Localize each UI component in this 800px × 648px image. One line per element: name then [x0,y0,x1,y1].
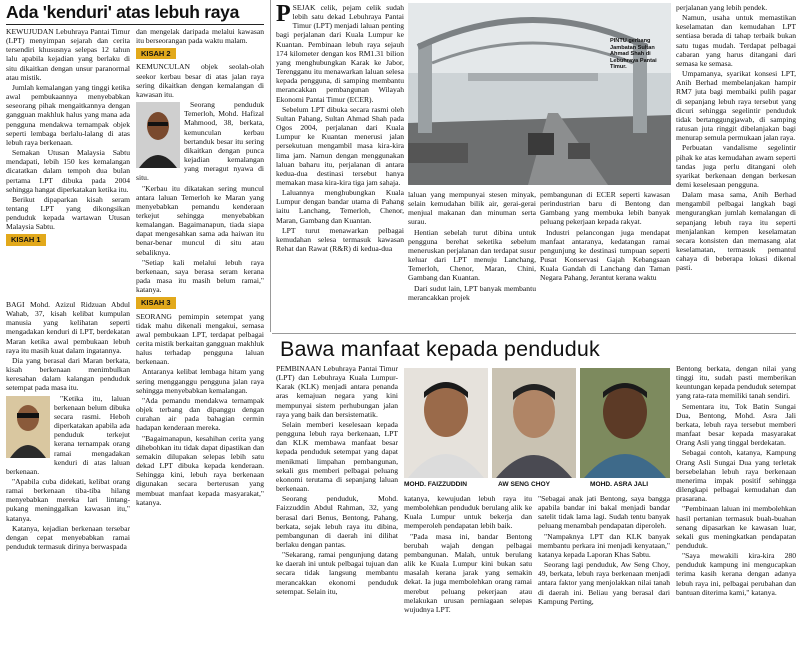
paragraph: Namun, usaha untuk memastikan keselamatan dan kemudahan LPT sentiasa berada di tahap terbaik bukan satu tugas mudah. Terdapat pelbagai cabaran yang harus ditangani dari semasa ke semasa. [676,13,796,68]
top-col-3 [276,3,404,329]
bridge-gate-icon [408,3,671,185]
paragraph: "Pada masa ini, bandar Bentong berubah wajah dengan pelbagai pembangunan. Malah, untuk berulang alik ke Kuala Lumpur kini bukan satu masalah kerana jarak yang semakin dekat. Ia juga membolehkan orang ramai merebut peluang pekerjaan atau melakukan urusan perniagaan selepas wujudnya LPT. [404,531,532,614]
kisah-3-label: KISAH 3 [136,297,176,308]
paragraph: "Sekarang, ramai pengunjung datang ke daerah ini untuk pelbagai tujuan dan secara tidak langsung membantu merancakkan ekonomi penduduk setempat. Selain itu, [276,550,398,596]
bottom-col-1 [276,364,398,646]
photo-hafizal [136,102,180,168]
paragraph: Seorang penduduk, Mohd. Faizzuddin Abdul Rahman, 32, yang berasal dari Benus, Bentong, Pahang, berkata, sejak lebuh raya itu dibina, pembangunan di daerah ini dilihat berlaku dengan pantas. [276,494,398,549]
paragraph: Dari sudut lain, LPT banyak membantu merancakkan projek [408,283,536,302]
paragraph: KEMUNCULAN objek seolah-olah seekor kerbau besar di atas jalan raya sering dikaitkan dengan kemalangan di kawasan itu. [136,62,264,99]
paragraph: Berikut dipaparkan kisah seram tentang LPT yang dikongsikan penduduk kepada wartawan Utusan Malaysia Sabtu. [6,194,130,232]
photo-faizzuddin [404,368,488,478]
top-col-5 [540,190,670,330]
paragraph: Bentong berkata, dengan nilai yang tinggi itu, sudah pasti memberikan keuntungan kepada penduduk setempat yang rata-rata memiliki tanah sendiri. [676,364,796,401]
portrait-icon [6,396,50,458]
portrait-icon [404,368,488,478]
paragraph: Katanya, kejadian berkenaan tersebar dengan cepat menyebabkan ramai penduduk termasuk dirinya berwaspada [6,523,130,552]
highway-bridge-photo [408,3,671,185]
paragraph: Selain memberi keselesaan kepada pengguna lebuh raya berkenaan, LPT dan KLK membawa manfaat besar kepada penduduk setempat yang dapat menikmati limpahan pembangunan, sekali gus memberi pelbagai peluang ekonomi terutama di sepanjang laluan berkenaan. [276,419,398,494]
paragraph: laluan yang mempunyai stesen minyak, selain kemudahan bilik air, gerai-gerai menjual makanan dan minuman serta surau. [408,190,536,227]
paragraph: PEMBINAAN Lebuhraya Pantai Timur (LPT) dan Lebuhraya Kuala Lumpur-Karak (KLK) menjadi antara penanda aras kemajuan negara yang kini mempunyai sistem perhubungan jalan raya yang baik dan bersistematik. [276,364,398,419]
paragraph: "Pembinaan laluan ini membolehkan hasil pertanian termasuk buah-buahan senang dipasarkan ke kawasan luar, sekali gus meningkatkan pendapatan penduduk. [676,504,796,550]
portrait-icon [580,368,670,478]
top-headline: Ada 'kenduri' atas lebuh raya [6,2,240,22]
paragraph: katanya, kewujudan lebuh raya itu membolehkan penduduk berulang alik ke Kuala Lumpur untuk bekerja dan memperoleh pendapatan lebih baik. [404,494,532,531]
bottom-headline: Bawa manfaat kepada penduduk [280,337,600,361]
paragraph: perjalanan yang lebih pendek. [676,3,768,12]
paragraph: Perbuatan vandalisme segelintir pihak ke atas kemudahan awam seperti tandas juga perlu ditangani oleh syarikat berkenaan dengan berkesan demi keselesaan pengguna. [676,143,796,189]
top-col-1 [6,27,130,292]
top-col-2 [136,27,264,646]
paragraph: "Ketika itu, laluan berkenaan belum dibuka secara rasmi. Heboh diperkatakan apabila ada penduduk terkejut kerana ternampak orang ramai mengadakan kenduri di atas laluan berkenaan. [6,393,130,476]
paragraph: "Nampaknya LPT dan KLK banyak membantu perkara ini menjadi kenyataan," katanya kepada Laporan Khas Sabtu. [538,531,670,559]
paragraph: Dia yang berasal dari Maran berkata, kisah berkenaan menimbulkan keresahan dalam kalangan penduduk setempat pada masa itu. [6,355,130,393]
bottom-col-4 [676,364,796,646]
paragraph: Antaranya kelibat lembaga hitam yang sering mengganggu pengguna jalan raya sehingga menyebabkan kemalangan. [136,367,264,395]
paragraph: Sebagai contoh, katanya, Kampung Orang Asli Sungai Dua yang terletak bersebelahan lebuh raya berkenaan menerima impak positif sehingga dilengkapi pelbagai kemudahan dan prasarana. [676,448,796,504]
section-divider [272,333,796,334]
paragraph: Sebelum LPT dibuka secara rasmi oleh Sultan Pahang, Sultan Ahmad Shah pada Ogos 2004, perjalanan dari Kuala Lumpur ke Kuantan menerusi jalan persekutuan mengambil masa kira-kira lima jam. Namun dengan menggunakan laluan baharu itu, perjalanan di antara kedua-dua destinasi tersebut hanya memakan masa kira-kira tiga jam sahaja. [276,104,404,187]
photo-asra-jali [580,368,670,478]
kisah-2-label: KISAH 2 [136,48,176,59]
kisah-1-label: KISAH 1 [6,234,46,245]
kisah-1-body [6,300,130,646]
caption-faizzuddin: MOHD. FAIZZUDDIN [404,481,468,488]
paragraph: BAGI Mohd. Azizul Ridzuan Abdul Wahab, 37, kisah kelibat kumpulan manusia yang kelihatan seperti mengadakan kenduri di LPT, berdekatan Maran ketika awal pembukaan lebuh raya itu masih kuat dalam ingatannya. [6,300,130,355]
paragraph: pembangunan di ECER seperti kawasan perindustrian baru di Bentong dan Gambang yang membuka lebih banyak peluang pekerjaan kepada rakyat. [540,190,670,227]
paragraph: Jumlah kemalangan yang tinggi ketika awal pembukaannya menyebabkan seseorang pihak mengaitkannya dengan gangguan makhluk halus yang mana ada pengguna mendakwa ternampak objek seperti lembaga berlalu-lalang di atas lebuh raya berkenaan. [6,82,130,147]
portrait-icon [136,102,180,168]
paragraph-text: SEJAK celik, pejam celik sudah lebih satu dekad Lebuhraya Pantai Timur (LPT) menjadi laluan penting bagi perjalanan dari Kuala Lumpur ke Kuantan. Pembinaan lebuh raya sejauh 174 kilometer dengan kos RM1.31 bilion yang menghubungkan Karak ke Jabor, Terengganu itu menawarkan laluan selesa kepada pengguna, di samping membantu merancakkan pembangunan Wilayah Ekonomi Pantai Timur (ECER). [276,3,404,104]
paragraph: "Bagaimanapun, kesahihan cerita yang dihebohkan itu tidak dapat dipastikan dan semakin dilupakan selepas lebih satu dekad LPT dibuka kepada kenderaan. Sehingga kini, lebuh raya berkenaan digunakan secara berterusan yang membuat manfaat kepada masyarakat," katanya. [136,433,264,507]
paragraph: "Kerbau itu dikatakan sering muncul antara laluan Temerloh ke Maran yang menyebabkan pemandu kenderaan terkejut sehingga menyebabkan kemalangan. Bagaimanapun, tiada siapa dapat mengesahkan sama ada haiwan itu benar-benar muncul di situ atau sebaliknya. [136,183,264,257]
paragraph: Dalam masa sama, Anih Berhad mengambil pelbagai langkah bagi mengurangkan jumlah kemalangan di sepanjang lebuh raya itu seperti menjalankan kempen keselamatan secara konsisten dan memasang alat keselamatan, termasuk pemantul cahaya di beberapa lokasi dikenal pasti. [676,190,796,273]
photo-aw-seng-choy [492,368,576,478]
paragraph: "Apabila cuba didekati, kelibat orang ramai berkenaan tiba-tiba hilang menyebabkan mereka lari lintang-pukang meninggalkan kawasan itu," katanya. [6,476,130,523]
paragraph: Seorang lagi penduduk, Aw Seng Choy, 49, berkata, lebuh raya berkenaan menjadi antara faktor yang menjolakkan nilai tanah di daerah ini. Beliau yang berasal dari Kampung Perting, [538,560,670,606]
paragraph: "Sebagai anak jati Bentong, saya bangga apabila bandar ini bakal menjadi bandar satelit tidak lama lagi. Sudah tentu banyak peluang menambah pendapatan diperoleh. [538,494,670,531]
paragraph: Sementara itu, Tok Batin Sungai Dua, Bentong, Mohd. Asra Jali berkata, lebuh raya tersebut memberi manfaat besar kepada masyarakat Orang Asli yang tinggal berdekatan. [676,401,796,448]
portrait-icon [492,368,576,478]
top-col-4 [408,190,536,330]
top-col-6 [676,3,796,329]
paragraph: "Saya mewakili kira-kira 280 penduduk kampung ini mengucapkan terima kasih kerana dengan adanya lebuh raya ini, pelbagai perubahan dan bantuan diterima kami," katanya. [676,551,796,597]
photo-caption: PINTU gerbang Jambatan Sultan Ahmad Shah di Lebuhraya Pantai Timur. [610,38,657,70]
paragraph: Semakan Utusan Malaysia Sabtu mendapati, lebih 150 kes kemalangan dicatatkan dalam tempoh dua bulan pertama LPT dibuka pada 2004 sehingga hangat diperkatakan ketika itu. [6,148,130,194]
paragraph [276,3,404,104]
paragraph: Umpamanya, syarikat konsesi LPT, Anih Berhad membelanjakan hampir RM7 juta bagi membaiki pulih pagar di sepanjang lebuh raya tersebut yang dicuri sehingga segelintir penduduk tidak bertanggungjawab, di samping ratusan juta ringgit dibelanjakan bagi menurap semula permukaan jalan raya. [676,69,796,143]
drop-cap: P [276,3,291,27]
paragraph: LPT turut menawarkan pelbagai kemudahan selesa termasuk kawasan Rehat dan Rawat (R&R) di kedua-dua [276,225,404,254]
bottom-col-2 [404,494,532,646]
column-divider [270,0,271,332]
headline-rule [6,24,264,25]
paragraph: KEWUJUDAN Lebuhraya Pantai Timur (LPT) menyimpan sejarah dan cerita tersendiri khususnya selepas 12 tahun lalu apabila kejadian yang berlaku di situ dikaitkan dengan unsur paranormal atau mistik. [6,27,130,82]
photo-azizul [6,396,50,458]
paragraph: "Setiap kali melalui lebuh raya berkenaan, saya berasa seram kerana pada masa itu masih belum ramai," katanya. [136,257,264,295]
paragraph: dan mengelak daripada melalui kawasan itu berseorangan pada waktu malam. [136,27,264,46]
bottom-col-3 [538,494,670,646]
caption-asra-jali: MOHD. ASRA JALI [590,481,649,488]
paragraph: Seorang penduduk Temerloh, Mohd. Hafizal Mahmood, 38, berkata, kemunculan kerbau bertanduk besar itu sering dikaitkan dengan punca kejadian kemalangan yang meragut nyawa di situ. [136,100,264,183]
paragraph: Industri pelancongan juga mendapat manfaat antaranya, kedatangan ramai pengunjung ke destinasi tumpuan seperti Pusat Konservasi Gajah Kebangsaan Kuala Gandah di Lanchang dan Taman Negara Pahang, Jerantut kerana waktu [540,227,670,283]
paragraph: "Ada pemandu mendakwa ternampak objek terbang dan dipanggu dengan curahan air pada bahagian cermin hadapan kenderaan mereka. [136,395,264,433]
paragraph: Hentian sebelah turut dibina untuk pengguna berehat seketika sebelum meneruskan perjalanan dan terdapat susur keluar dari LPT menuju Lanchang, Temerloh, Chenor, Maran, Chini, Gambang dan Kuantan. [408,227,536,283]
paragraph: SEORANG pemimpin setempat yang tidak mahu dikenali mengakui, semasa awal pembukaan LPT, terdapat pelbagai cerita mistik berkaitan gangguan makhluk halus terhadap pengguna laluan berkenaan. [136,311,264,367]
caption-aw-seng-choy: AW SENG CHOY [498,481,551,488]
paragraph: Laluannya menghubungkan Kuala Lumpur dengan bandar utama di Pahang iaitu Lanchang, Temerloh, Chenor, Maran, Gambang dan Kuantan. [276,188,404,225]
